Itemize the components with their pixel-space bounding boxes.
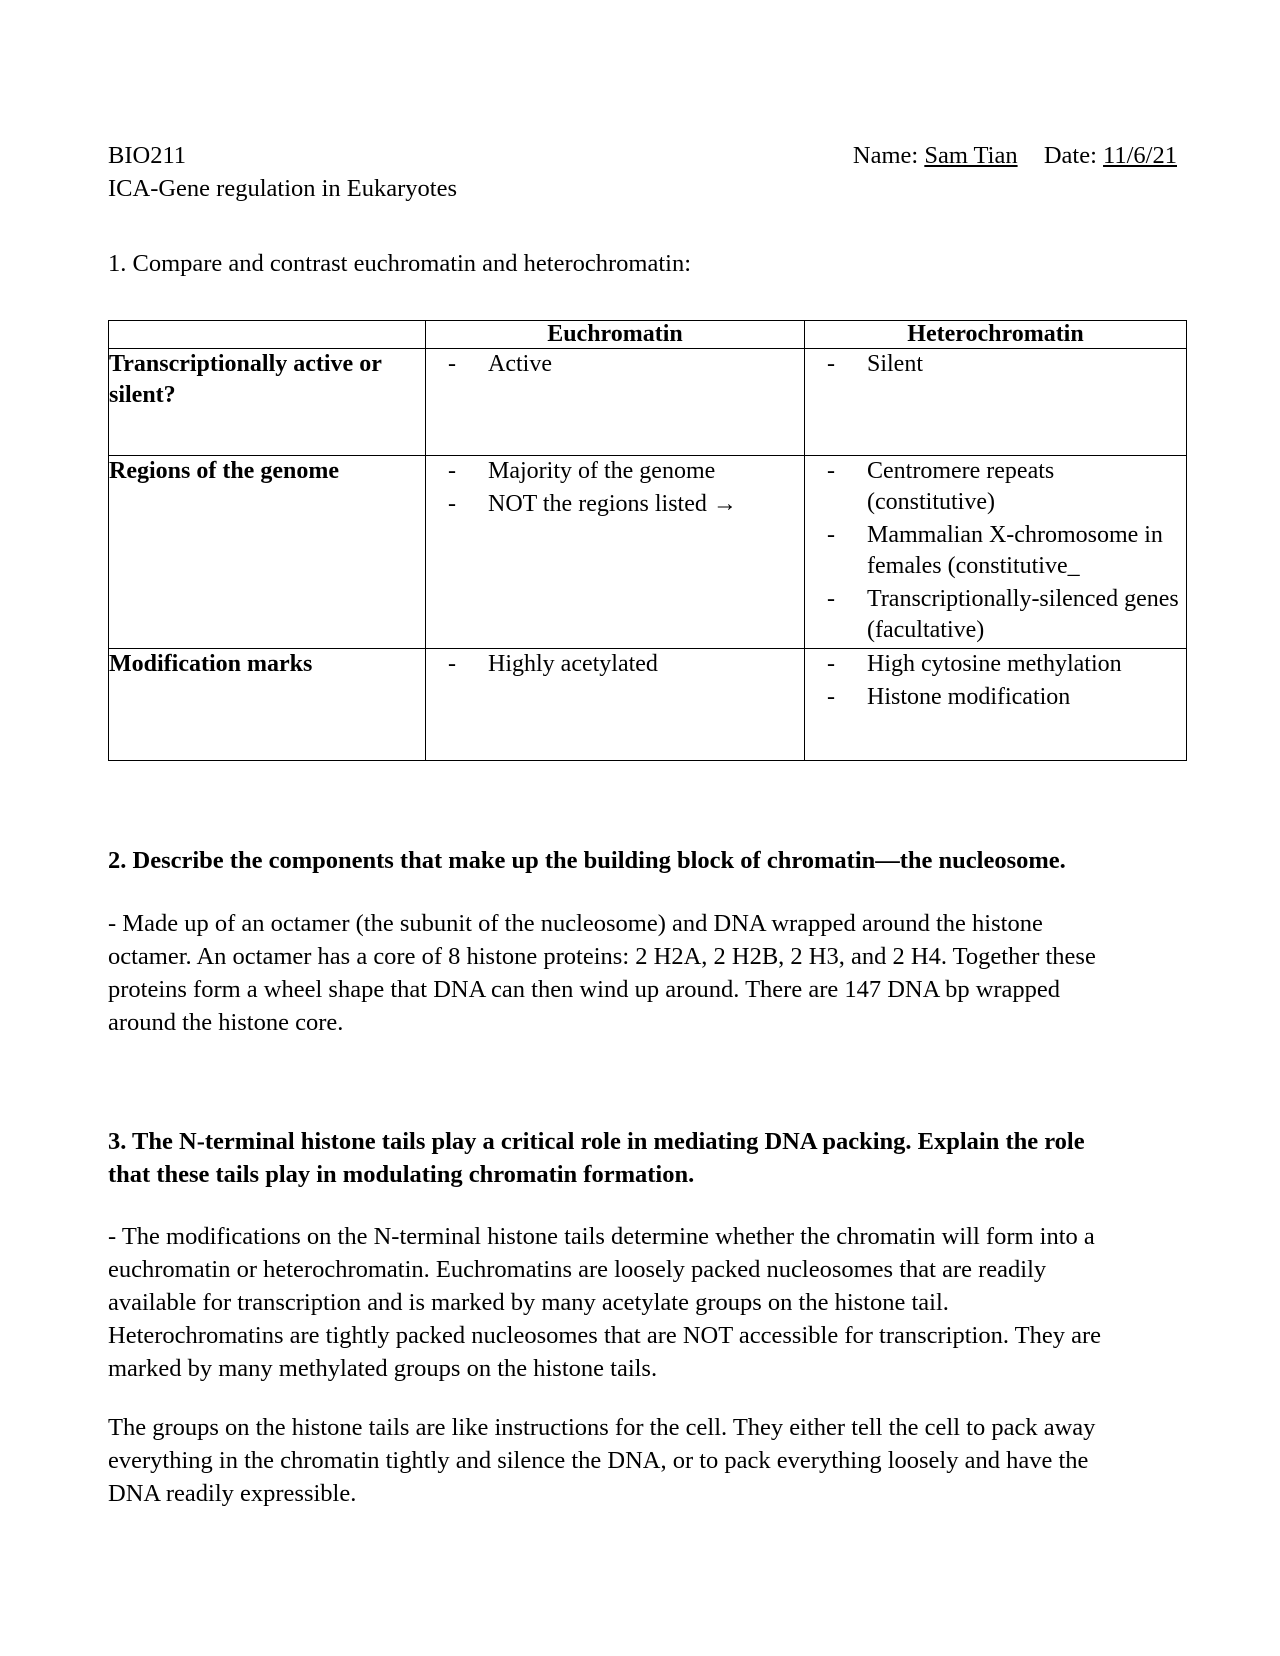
question-1-prompt: 1. Compare and contrast euchromatin and heterochromatin: bbox=[108, 249, 692, 277]
question-3-heading: 3. The N-terminal histone tails play a critical role in mediating DNA packing. Explain the role that these tails play in modulating chromatin formation. bbox=[108, 1127, 1085, 1188]
cell-heterochromatin-modification-marks bbox=[805, 649, 1187, 761]
bullet-list bbox=[805, 649, 1186, 713]
question-3-section bbox=[108, 1126, 1185, 1511]
list-item: - Transcriptionally-silenced genes (facultative) bbox=[805, 584, 1186, 646]
date-value: 11/6/21 bbox=[1103, 142, 1177, 169]
column-header-heterochromatin: Heterochromatin bbox=[805, 321, 1187, 349]
table-corner-cell bbox=[109, 321, 426, 349]
list-item: - Centromere repeats (constitutive) bbox=[805, 456, 1186, 518]
question-3-answer-paragraph-2: The groups on the histone tails are like instructions for the cell. They either tell the cell to pack away everything in the chromatin tightly and silence the DNA, or to pack everything loosely and have the DNA readily expressible. bbox=[108, 1414, 1096, 1507]
date-label: Date: bbox=[1043, 142, 1097, 169]
table-row bbox=[109, 456, 1187, 649]
name-label: Name: bbox=[852, 142, 919, 169]
row-label-genome-regions: Regions of the genome bbox=[109, 456, 426, 649]
bullet-list bbox=[805, 349, 1186, 380]
assignment-title: ICA-Gene regulation in Eukaryotes bbox=[108, 175, 458, 203]
row-label-transcription-state: Transcriptionally active or silent? bbox=[109, 349, 426, 456]
cell-heterochromatin-genome-regions bbox=[805, 456, 1187, 649]
question-2-heading: 2. Describe the components that make up the building block of chromatin—the nucleosome. bbox=[108, 847, 1066, 875]
list-item: - NOT the regions listed → bbox=[426, 489, 804, 520]
column-header-euchromatin: Euchromatin bbox=[426, 321, 805, 349]
list-item: - Highly acetylated bbox=[426, 649, 804, 680]
list-item: - Mammalian X-chromosome in females (constitutive_ bbox=[805, 520, 1186, 582]
name-date-line bbox=[853, 140, 1185, 172]
list-item: - Active bbox=[426, 349, 804, 380]
comparison-table bbox=[108, 320, 1187, 761]
bullet-list bbox=[805, 456, 1186, 646]
question-2-answer: - Made up of an octamer (the subunit of the nucleosome) and DNA wrapped around the histone octamer. An octamer has a core of 8 histone proteins: 2 H2A, 2 H2B, 2 H3, and 2 H4. Together these proteins form a wheel shape that DNA can then wind up around. There are 147 DNA bp wrapped around the histone core. bbox=[108, 910, 1096, 1036]
list-item: - Histone modification bbox=[805, 682, 1186, 713]
table-row bbox=[109, 349, 1187, 456]
bullet-list bbox=[426, 349, 804, 380]
question-2-section bbox=[108, 845, 1185, 1040]
row-label-modification-marks: Modification marks bbox=[109, 649, 426, 761]
table-header-row bbox=[109, 321, 1187, 349]
document-header bbox=[108, 140, 1185, 172]
bullet-list bbox=[426, 456, 804, 520]
list-item: - Majority of the genome bbox=[426, 456, 804, 487]
question-3-answer-paragraph-1: - The modifications on the N-terminal histone tails determine whether the chromatin will form into a euchromatin or heterochromatin. Euchromatins are loosely packed nucleosomes that are readily available for transcription and is marked by many acetylate groups on the histone tail. Heterochromatins are tightly packed nucleosomes that are NOT accessible for transcription. They are marked by many methylated groups on the histone tails. bbox=[108, 1223, 1102, 1383]
list-item: - High cytosine methylation bbox=[805, 649, 1186, 680]
cell-euchromatin-modification-marks bbox=[426, 649, 805, 761]
name-value: Sam Tian bbox=[924, 142, 1018, 169]
course-code: BIO211 bbox=[108, 142, 187, 169]
cell-euchromatin-genome-regions bbox=[426, 456, 805, 649]
list-item: - Silent bbox=[805, 349, 1186, 380]
cell-heterochromatin-transcription-state bbox=[805, 349, 1187, 456]
cell-euchromatin-transcription-state bbox=[426, 349, 805, 456]
table-row bbox=[109, 649, 1187, 761]
bullet-list bbox=[426, 649, 804, 680]
